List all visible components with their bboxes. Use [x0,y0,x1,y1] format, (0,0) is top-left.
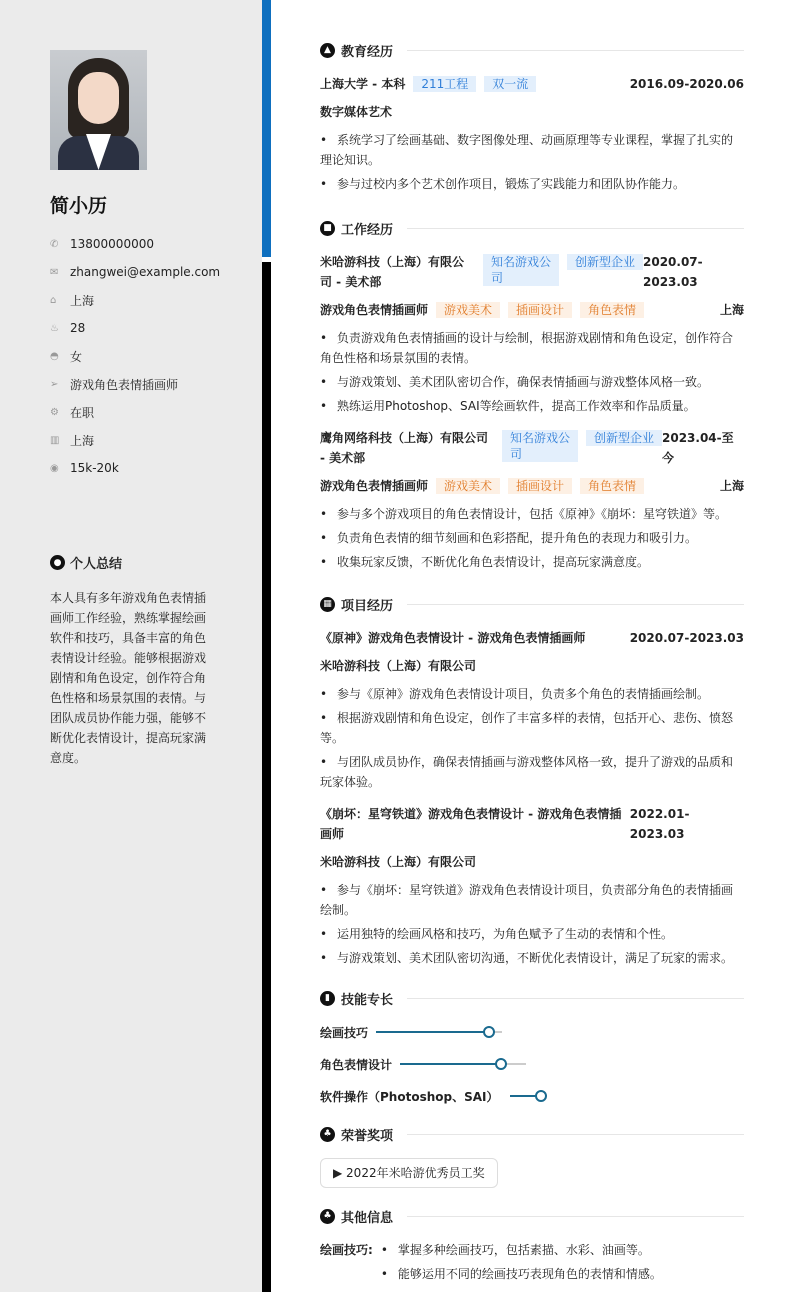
company: 米哈游科技（上海）有限公司 - 美术部 [320,255,465,289]
settings-icon: ⚙ [50,406,59,418]
skill-item: 绘画技巧 [320,1022,538,1042]
home-icon: ⌂ [50,294,57,306]
bullet: • 与团队成员协作，确保表情插画与游戏整体风格一致，提升了游戏的品质和玩家体验。 [320,752,744,792]
project-item [320,804,744,968]
tag: 双一流 [484,76,536,92]
money-icon: ◉ [50,462,59,474]
bullet: • 参与《原神》游戏角色表情设计项目，负责多个角色的表情插画绘制。 [320,684,744,704]
salary: 15k-20k [70,461,119,475]
skill-item: 角色表情设计 [320,1054,526,1074]
profile-name: 简小历 [50,195,108,217]
send-icon: ➢ [50,378,59,390]
accent-stripe [262,0,271,257]
skill-tag: 角色表情 [580,302,644,318]
tag: 创新型企业 [586,430,662,446]
bullet: • 运用独特的绘画风格和技巧，为角色赋予了生动的表情和个性。 [320,924,744,944]
chart-icon: ▮ [320,991,335,1006]
skill-tag: 插画设计 [508,302,572,318]
project-name: 《原神》游戏角色表情设计 - 游戏角色表情插画师 [320,631,586,645]
bullet: • 掌握多种绘画技巧，包括素描、水彩、油画等。 [381,1240,662,1260]
role: 游戏角色表情插画师 [320,479,429,493]
location: 上海 [70,293,95,308]
city: 上海 [719,303,744,317]
bullet: • 负责游戏角色表情插画的设计与绘制，根据游戏剧情和角色设定，创作符合角色性格和场景氛围的表情。 [320,328,744,368]
tag: 知名游戏公司 [502,430,578,462]
date: 2023.04-至今 [662,431,734,465]
bullet: • 参与多个游戏项目的角色表情设计，包括《原神》《崩坏：星穹铁道》等。 [320,504,744,524]
section-projects: ▦ 项目经历 [320,594,744,614]
project-name: 《崩坏：星穹铁道》游戏角色表情设计 - 游戏角色表情插画师 [320,807,622,841]
bullet: • 与游戏策划、美术团队密切合作，确保表情插画与游戏整体风格一致。 [320,372,744,392]
avatar-photo [50,50,147,170]
skills-list [320,1022,744,1106]
project-company: 米哈游科技（上海）有限公司 [320,855,477,869]
graduation-cap-icon: ▲ [320,43,335,58]
profile-info [50,230,220,482]
summary-heading: ● 个人总结 [50,553,122,572]
work-item [320,428,744,572]
grid-icon: ▦ [320,597,335,612]
work-item [320,252,744,416]
role: 游戏角色表情插画师 [320,303,429,317]
cake-icon: ♨ [50,322,59,334]
accent-stripe-dark [262,262,271,1292]
bullet: • 与游戏策划、美术团队密切沟通，不断优化表情设计，满足了玩家的需求。 [320,948,744,968]
bullet: • 根据游戏剧情和角色设定，创作了丰富多样的表情，包括开心、悲伤、愤怒等。 [320,708,744,748]
school: 上海大学 - 本科 [320,77,406,91]
gender-icon: ◓ [50,350,59,362]
mail-icon: ✉ [50,266,59,278]
major: 数字媒体艺术 [320,105,393,119]
tag: 知名游戏公司 [483,254,559,286]
project-item [320,628,744,792]
age: 28 [70,321,86,335]
date: 2020.07-2023.03 [643,255,703,289]
main-content [320,40,744,1288]
skill-item: 软件操作（Photoshop、SAI） [320,1086,544,1106]
bullet: • 负责角色表情的细节刻画和色彩搭配，提升角色的表现力和吸引力。 [320,528,744,548]
bullet: • 能够运用不同的绘画技巧表现角色的表情和情感。 [381,1264,662,1284]
status: 在职 [70,405,95,420]
section-other: ♣ 其他信息 [320,1206,744,1226]
skill-tag: 游戏美术 [436,302,500,318]
project-company: 米哈游科技（上海）有限公司 [320,659,477,673]
city: 上海 [70,433,95,448]
bullet: • 系统学习了绘画基础、数字图像处理、动画原理等专业课程，掌握了扎实的理论知识。 [320,130,744,170]
phone: 13800000000 [70,237,154,251]
city: 上海 [719,479,744,493]
building-icon: ▥ [50,434,60,446]
award-item[interactable]: ▶ 2022年米哈游优秀员工奖 [320,1158,498,1188]
info-icon: ♣ [320,1209,335,1224]
skill-tag: 游戏美术 [436,478,500,494]
skill-tag: 角色表情 [580,478,644,494]
skill-slider[interactable] [376,1031,502,1033]
section-skills: ▮ 技能专长 [320,988,744,1008]
section-awards: ♣ 荣誉奖项 [320,1124,744,1144]
skill-tag: 插画设计 [508,478,572,494]
gender: 女 [70,349,83,364]
tag: 创新型企业 [567,254,643,270]
other-info: 绘画技巧: • 掌握多种绘画技巧，包括素描、水彩、油画等。 • 能够运用不同的绘画技巧表现角色的表情和情感。 [320,1240,744,1288]
bullet: • 熟练运用Photoshop、SAI等绘画软件，提高工作效率和作品质量。 [320,396,744,416]
date: 2020.07-2023.03 [629,631,744,645]
bullet: • 收集玩家反馈，不断优化角色表情设计，提高玩家满意度。 [320,552,744,572]
date: 2016.09-2020.06 [629,77,744,91]
phone-icon: ✆ [50,238,59,250]
briefcase-icon: ■ [320,221,335,236]
summary-text: 本人具有多年游戏角色表情插画师工作经验，熟练掌握绘画软件和技巧，具备丰富的角色表情设计经验。能够根据游戏剧情和角色设定，创作符合角色性格和场景氛围的表情。与团队成员协作能力强，能够不断优化表情设计，提高玩家满意度。 [50,591,207,765]
tag: 211工程 [413,76,476,92]
user-icon: ● [50,555,65,570]
date: 2022.01-2023.03 [629,807,690,841]
section-education: ▲ 教育经历 [320,40,744,60]
award-icon: ♣ [320,1127,335,1142]
triangle-right-icon: ▶ [333,1166,347,1180]
email: zhangwei@example.com [70,265,221,279]
skill-slider[interactable] [400,1063,526,1065]
position: 游戏角色表情插画师 [70,377,179,392]
skill-slider[interactable] [510,1095,544,1097]
bullet: • 参与过校内多个艺术创作项目，锻炼了实践能力和团队协作能力。 [320,174,744,194]
company: 鹰角网络科技（上海）有限公司 - 美术部 [320,431,489,465]
bullet: • 参与《崩坏：星穹铁道》游戏角色表情设计项目，负责部分角色的表情插画绘制。 [320,880,744,920]
section-work: ■ 工作经历 [320,218,744,238]
